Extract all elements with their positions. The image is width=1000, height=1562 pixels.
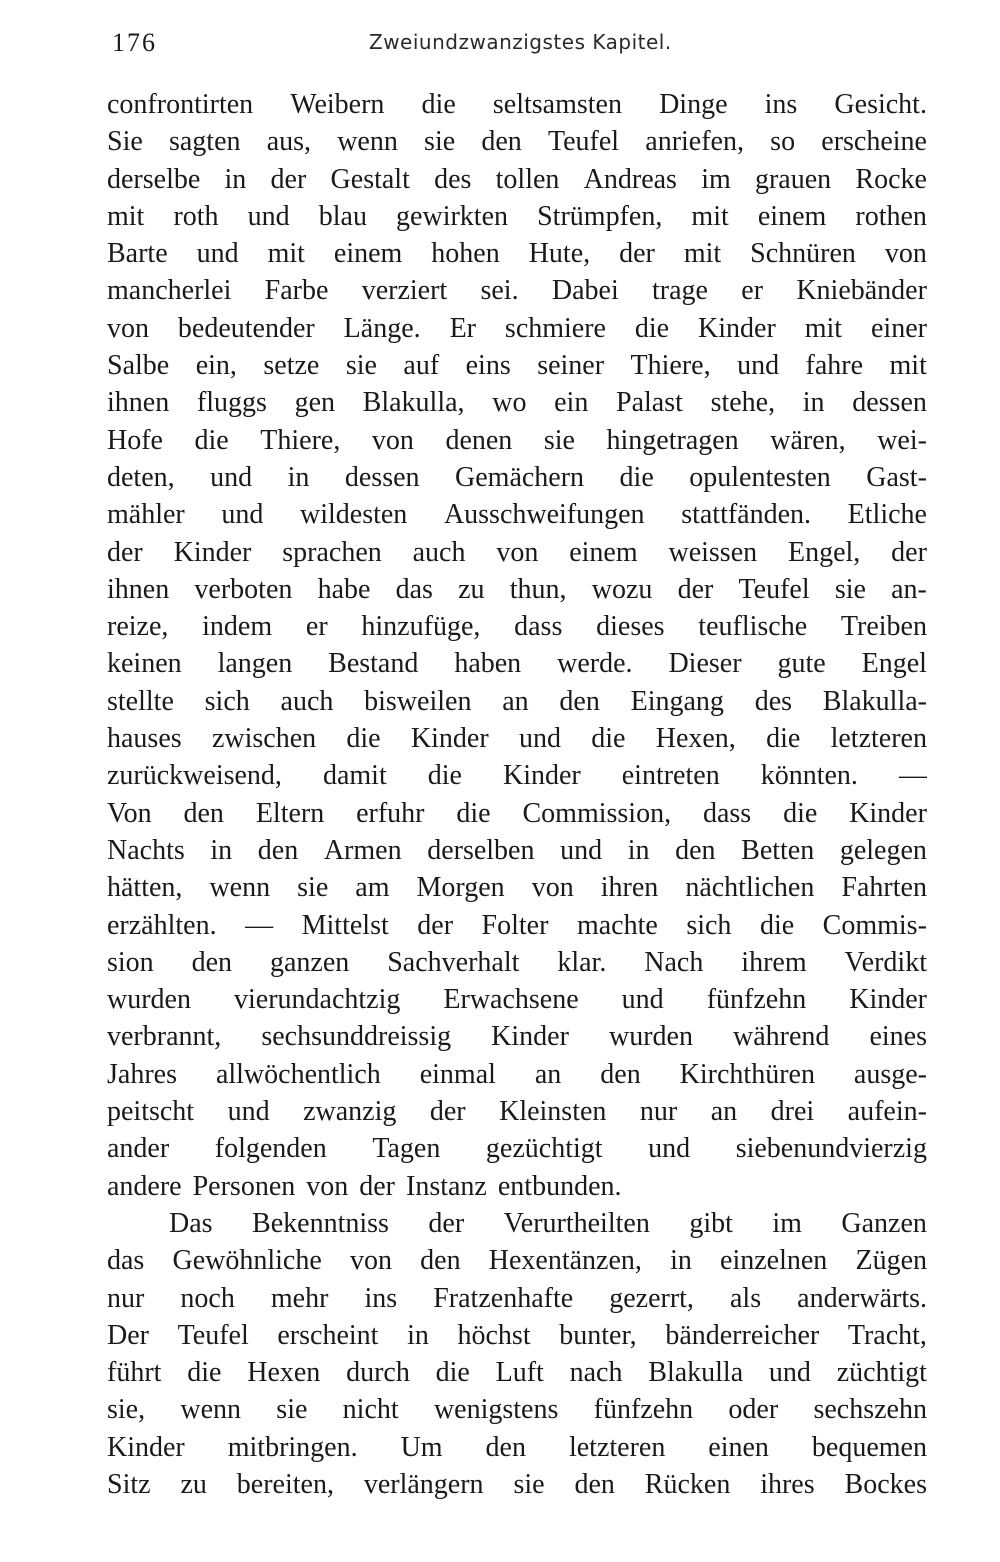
text-line: Sitz zu bereiten, verlängern sie den Rücken ihres Bockes xyxy=(107,1468,927,1500)
text-line: andere Personen von der Instanz entbunden. xyxy=(107,1170,622,1202)
text-line: sion den ganzen Sachverhalt klar. Nach ihrem Verdikt xyxy=(107,946,927,978)
text-line: nur noch mehr ins Fratzenhafte gezerrt, als anderwärts. xyxy=(107,1282,927,1314)
text-line: Salbe ein, setze sie auf eins seiner Thiere, und fahre mit xyxy=(107,350,927,382)
paragraph-1 xyxy=(107,86,927,1205)
text-line: mancherlei Farbe verziert sei. Dabei trage er Kniebänder xyxy=(107,275,927,307)
text-line: Das Bekenntniss der Verurtheilten gibt im Ganzen xyxy=(169,1207,927,1239)
text-line: hätten, wenn sie am Morgen von ihren nächtlichen Fahrten xyxy=(107,872,927,904)
text-line: Der Teufel erscheint in höchst bunter, bänderreicher Tracht, xyxy=(107,1319,927,1351)
text-line: keinen langen Bestand haben werde. Dieser gute Engel xyxy=(107,648,927,680)
text-line: deten, und in dessen Gemächern die opulentesten Gast- xyxy=(107,461,927,493)
text-line: zurückweisend, damit die Kinder eintreten könnten. — xyxy=(107,760,927,792)
text-line: ihnen fluggs gen Blakulla, wo ein Palast stehe, in dessen xyxy=(107,387,927,419)
text-line: Nachts in den Armen derselben und in den Betten gelegen xyxy=(107,834,927,866)
text-line: Sie sagten aus, wenn sie den Teufel anriefen, so erscheine xyxy=(107,126,927,158)
text-line: führt die Hexen durch die Luft nach Blakulla und züchtigt xyxy=(107,1357,927,1389)
text-line: ihnen verboten habe das zu thun, wozu der Teufel sie an- xyxy=(107,573,927,605)
text-line: von bedeutender Länge. Er schmiere die Kinder mit einer xyxy=(107,312,927,344)
text-line: Kinder mitbringen. Um den letzteren einen bequemen xyxy=(107,1431,927,1463)
text-line: erzählten. — Mittelst der Folter machte sich die Commis- xyxy=(107,909,927,941)
text-line: das Gewöhnliche von den Hexentänzen, in einzelnen Zügen xyxy=(107,1245,927,1277)
text-line: ander folgenden Tagen gezüchtigt und siebenundvierzig xyxy=(107,1133,927,1165)
text-line: Jahres allwöchentlich einmal an den Kirchthüren ausge- xyxy=(107,1058,927,1090)
text-line: reize, indem er hinzufüge, dass dieses teuflische Treiben xyxy=(107,611,927,643)
text-line: wurden vierundachtzig Erwachsene und fünfzehn Kinder xyxy=(107,984,927,1016)
text-line: derselbe in der Gestalt des tollen Andreas im grauen Rocke xyxy=(107,163,927,195)
text-line: confrontirten Weibern die seltsamsten Dinge ins Gesicht. xyxy=(107,89,927,120)
running-head: Zweiundzwanzigstes Kapitel. xyxy=(369,30,672,54)
text-line: peitscht und zwanzig der Kleinsten nur an drei aufein- xyxy=(107,1096,927,1128)
text-line: mit roth und blau gewirkten Strümpfen, mit einem rothen xyxy=(107,200,927,232)
text-line: mähler und wildesten Ausschweifungen stattfänden. Etliche xyxy=(107,499,927,531)
text-line: Hofe die Thiere, von denen sie hingetragen wären, wei- xyxy=(107,424,927,456)
page-number: 176 xyxy=(112,28,157,57)
text-line: Barte und mit einem hohen Hute, der mit Schnüren von xyxy=(107,238,927,270)
text-line: sie, wenn sie nicht wenigstens fünfzehn oder sechszehn xyxy=(107,1394,927,1426)
text-line: verbrannt, sechsunddreissig Kinder wurden während eines xyxy=(107,1021,927,1053)
text-line: hauses zwischen die Kinder und die Hexen, die letzteren xyxy=(107,723,927,755)
text-line: stellte sich auch bisweilen an den Eingang des Blakulla- xyxy=(107,685,927,717)
text-line: der Kinder sprachen auch von einem weissen Engel, der xyxy=(107,536,927,568)
paragraph-2 xyxy=(107,1205,927,1503)
text-line: Von den Eltern erfuhr die Commission, dass die Kinder xyxy=(107,797,927,829)
body-text xyxy=(107,86,927,1503)
